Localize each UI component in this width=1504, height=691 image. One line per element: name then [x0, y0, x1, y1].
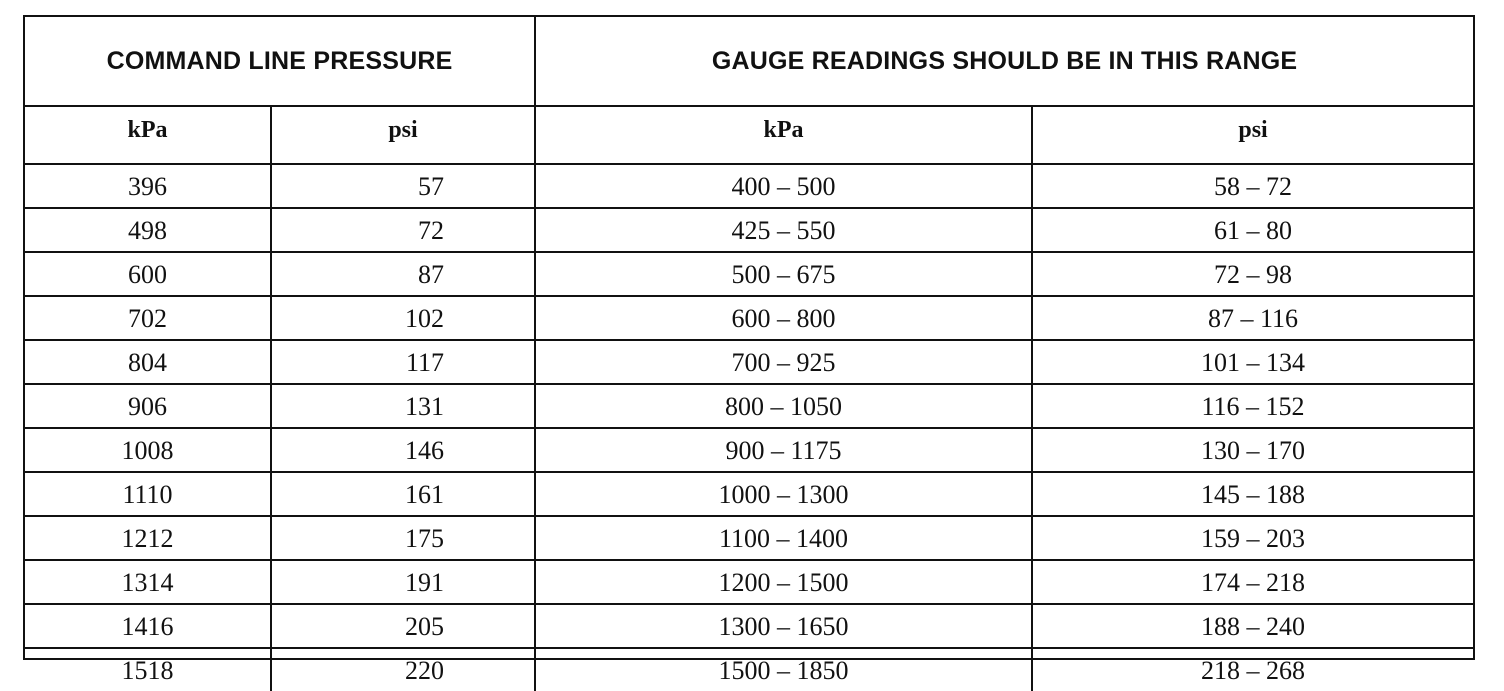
- command-psi-cell: 175: [271, 516, 535, 560]
- gauge-psi-header: psi: [1032, 106, 1473, 164]
- gauge-kpa-range-cell: 1000 – 1300: [535, 472, 1032, 516]
- gauge-psi-range-cell: 116 – 152: [1032, 384, 1473, 428]
- command-psi-cell: 117: [271, 340, 535, 384]
- gauge-kpa-range-cell: 700 – 925: [535, 340, 1032, 384]
- pressure-table-container: [23, 15, 1475, 685]
- table-row: [25, 560, 1473, 604]
- gauge-psi-range-cell: 87 – 116: [1032, 296, 1473, 340]
- command-kpa-cell: 1110: [25, 472, 271, 516]
- command-psi-cell: 87: [271, 252, 535, 296]
- command-psi-cell: 72: [271, 208, 535, 252]
- gauge-psi-range-cell: 130 – 170: [1032, 428, 1473, 472]
- gauge-psi-range-cell: 159 – 203: [1032, 516, 1473, 560]
- group-header-row: [25, 17, 1473, 106]
- command-kpa-header: kPa: [25, 106, 271, 164]
- command-kpa-cell: 1008: [25, 428, 271, 472]
- gauge-psi-range-cell: 101 – 134: [1032, 340, 1473, 384]
- command-kpa-cell: 906: [25, 384, 271, 428]
- pressure-table: [25, 17, 1473, 691]
- table-row: [25, 296, 1473, 340]
- gauge-psi-range-cell: 72 – 98: [1032, 252, 1473, 296]
- table-row: [25, 384, 1473, 428]
- gauge-kpa-range-cell: 1100 – 1400: [535, 516, 1032, 560]
- gauge-psi-range-cell: 174 – 218: [1032, 560, 1473, 604]
- command-psi-cell: 220: [271, 648, 535, 691]
- gauge-psi-range-cell: 61 – 80: [1032, 208, 1473, 252]
- command-kpa-cell: 600: [25, 252, 271, 296]
- command-line-pressure-header: COMMAND LINE PRESSURE: [25, 17, 535, 106]
- gauge-readings-header: GAUGE READINGS SHOULD BE IN THIS RANGE: [535, 17, 1473, 106]
- gauge-psi-range-cell: 218 – 268: [1032, 648, 1473, 691]
- gauge-kpa-range-cell: 800 – 1050: [535, 384, 1032, 428]
- table-row: [25, 604, 1473, 648]
- gauge-kpa-range-cell: 400 – 500: [535, 164, 1032, 208]
- gauge-kpa-range-cell: 1500 – 1850: [535, 648, 1032, 691]
- table-row: [25, 164, 1473, 208]
- gauge-psi-range-cell: 58 – 72: [1032, 164, 1473, 208]
- gauge-kpa-range-cell: 600 – 800: [535, 296, 1032, 340]
- command-psi-cell: 102: [271, 296, 535, 340]
- command-kpa-cell: 396: [25, 164, 271, 208]
- table-row: [25, 252, 1473, 296]
- table-row: [25, 208, 1473, 252]
- gauge-kpa-range-cell: 1200 – 1500: [535, 560, 1032, 604]
- command-psi-header: psi: [271, 106, 535, 164]
- gauge-kpa-range-cell: 425 – 550: [535, 208, 1032, 252]
- command-kpa-cell: 1416: [25, 604, 271, 648]
- unit-header-row: [25, 106, 1473, 164]
- table-row: [25, 340, 1473, 384]
- command-psi-cell: 191: [271, 560, 535, 604]
- gauge-psi-range-cell: 188 – 240: [1032, 604, 1473, 648]
- gauge-kpa-range-cell: 900 – 1175: [535, 428, 1032, 472]
- command-psi-cell: 205: [271, 604, 535, 648]
- gauge-kpa-header: kPa: [535, 106, 1032, 164]
- command-psi-cell: 131: [271, 384, 535, 428]
- command-psi-cell: 146: [271, 428, 535, 472]
- gauge-kpa-range-cell: 1300 – 1650: [535, 604, 1032, 648]
- gauge-kpa-range-cell: 500 – 675: [535, 252, 1032, 296]
- command-kpa-cell: 804: [25, 340, 271, 384]
- table-row: [25, 516, 1473, 560]
- command-kpa-cell: 702: [25, 296, 271, 340]
- command-kpa-cell: 1212: [25, 516, 271, 560]
- command-psi-cell: 161: [271, 472, 535, 516]
- table-row: [25, 648, 1473, 691]
- command-kpa-cell: 1518: [25, 648, 271, 691]
- table-row: [25, 428, 1473, 472]
- table-row: [25, 472, 1473, 516]
- command-kpa-cell: 498: [25, 208, 271, 252]
- command-kpa-cell: 1314: [25, 560, 271, 604]
- command-psi-cell: 57: [271, 164, 535, 208]
- gauge-psi-range-cell: 145 – 188: [1032, 472, 1473, 516]
